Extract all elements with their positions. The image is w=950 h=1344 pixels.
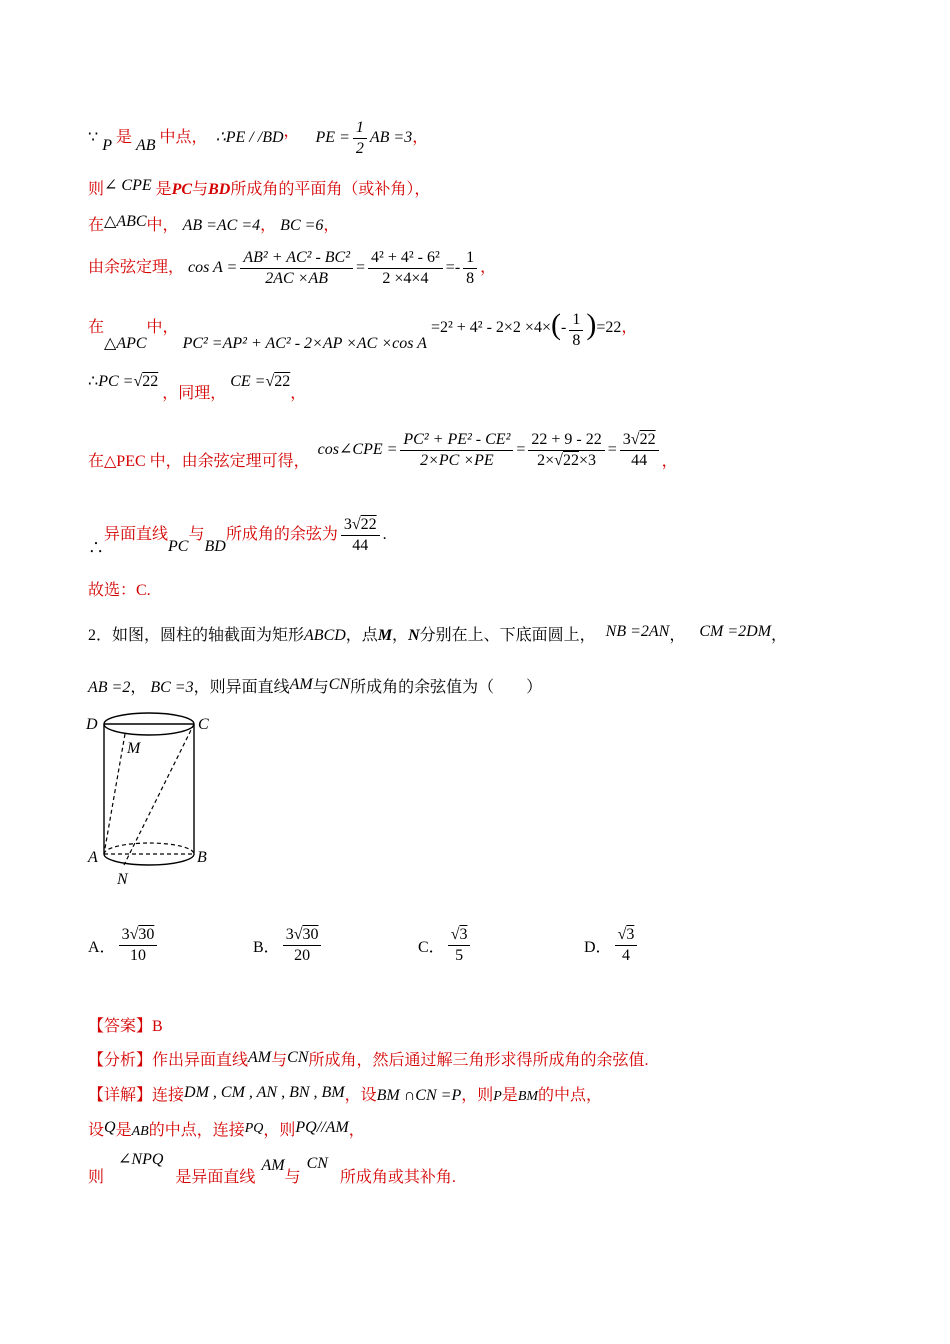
question-number-text: 2．如图，圆柱的轴截面为矩形	[88, 627, 305, 644]
text-skew-lines: 异面直线	[104, 526, 169, 544]
open-paren: (	[550, 308, 561, 341]
answer-fraction	[341, 515, 380, 556]
text-cosine-law: 由余弦定理，	[88, 259, 185, 277]
text-with: 与	[188, 526, 205, 544]
bottom-ellipse-front	[104, 854, 194, 865]
comma: ，	[260, 217, 277, 234]
den: 10	[129, 947, 146, 964]
choice-fraction	[283, 925, 322, 966]
comma: ，	[130, 679, 147, 696]
coef: 3	[622, 431, 631, 448]
choice-label: C．	[418, 939, 445, 956]
text-midpoint: 的中点，	[538, 1087, 603, 1104]
line-end: ，	[771, 627, 788, 644]
num: √3	[615, 925, 638, 946]
eq: =	[516, 441, 526, 459]
seg-cn: CN	[287, 1049, 309, 1066]
line-end: ，	[323, 217, 340, 234]
num: 4² + 4² - 6²	[368, 248, 443, 269]
sqrt-22-b: √22	[265, 373, 291, 390]
line-choose-c	[88, 577, 151, 600]
text-cosine-question: 所成角的余弦值为（ ）	[350, 679, 543, 696]
seg-am: AM	[289, 676, 313, 693]
detail-tag: 【详解】	[88, 1087, 153, 1104]
answer-line	[88, 1013, 163, 1036]
point-p: P	[493, 1089, 502, 1104]
line-cosine-law	[88, 248, 496, 289]
question-2-line-1	[88, 622, 787, 645]
cylinder-figure	[80, 708, 220, 888]
den: 8	[466, 270, 475, 287]
text-is: 是	[501, 1087, 518, 1104]
text-then: 则	[88, 181, 105, 198]
radicand: 22	[274, 373, 291, 390]
eq-neg: =-	[445, 259, 461, 277]
coef: 3	[121, 926, 130, 943]
radicand: 30	[138, 926, 155, 943]
den: 44	[631, 452, 648, 469]
cos-cpe-frac-2	[528, 430, 604, 471]
text-plane-angle: 所成角的平面角（或补角）	[230, 181, 415, 198]
seg-pc: PC	[171, 181, 193, 198]
line-p-midpoint	[88, 118, 428, 159]
den: 44	[352, 537, 369, 554]
radicand: 22	[639, 431, 656, 448]
therefore-symbol: ∴	[88, 373, 99, 390]
triangle-abc: △ABC	[104, 213, 147, 230]
radicand: 30	[302, 926, 319, 943]
den: 4	[621, 947, 630, 964]
num: 3√22	[620, 430, 659, 451]
half-den: 2	[355, 140, 364, 157]
seg-pq: PQ	[244, 1121, 264, 1136]
result-22: =22	[596, 319, 622, 336]
text-choose: 故选：C.	[88, 582, 151, 599]
text-analysis-rest: 所成角，然后通过解三角形求得所成角的余弦值.	[308, 1052, 649, 1069]
point-q: Q	[104, 1119, 116, 1136]
line-conclusion	[88, 515, 387, 556]
text-mid: 中，	[146, 319, 179, 336]
answer-tag: 【答案】	[88, 1018, 153, 1035]
therefore-symbol: ∴	[88, 540, 105, 558]
pc-eq: PC =	[98, 373, 134, 390]
den: 2×PC ×PE	[420, 452, 494, 469]
because-symbol: ∵	[88, 129, 99, 147]
radicand: 3	[626, 926, 635, 943]
choice-fraction	[448, 925, 471, 966]
connected-segments: DM , CM , AN , BN , BM	[184, 1084, 345, 1101]
comma: ，	[191, 129, 208, 147]
line-pc-ce	[88, 368, 307, 402]
ab-ac-eq-4: AB =AC =4	[182, 217, 261, 234]
choice-fraction	[119, 925, 158, 966]
sqrt-22-a: √22	[133, 373, 159, 390]
text-let: ，设	[344, 1087, 377, 1104]
num: 3√30	[119, 925, 158, 946]
choice-label: A．	[88, 939, 116, 956]
close-paren: )	[586, 308, 597, 341]
point-m: M	[377, 627, 393, 644]
line-end: ，	[414, 181, 431, 198]
eq: =	[607, 441, 617, 459]
den: 5	[455, 947, 464, 964]
radicand: 22	[562, 452, 579, 469]
seg-am: AM	[261, 1157, 285, 1174]
segment-am	[104, 734, 125, 854]
text-cosine: 所成角的余弦为	[225, 526, 338, 544]
label-b: B	[197, 849, 207, 866]
text-then: ，则	[263, 1122, 296, 1139]
line-triangle-apc	[88, 308, 638, 355]
detail-line-3	[88, 1151, 456, 1187]
coef: 3	[343, 516, 352, 533]
choice-label: D．	[584, 939, 612, 956]
answer-value: B	[152, 1018, 163, 1035]
pe-parallel-bd: PE / /BD	[225, 129, 284, 147]
den-b: ×3	[578, 452, 596, 469]
bc-eq-3: BC =3	[150, 679, 194, 696]
text-with: 与	[312, 679, 329, 696]
label-c: C	[198, 716, 209, 733]
line-end: ，	[348, 1122, 365, 1139]
cos-cpe-frac-3	[620, 430, 659, 471]
question-2-line-2	[88, 674, 542, 697]
choice-label: B．	[253, 939, 280, 956]
line-angle-cpe	[88, 176, 430, 199]
angle-cpe: ∠ CPE	[104, 177, 152, 194]
text-is: 是	[115, 129, 132, 147]
seg-bd: BD	[204, 538, 226, 556]
seg-bm: BM	[517, 1089, 539, 1104]
label-d: D	[86, 716, 98, 733]
text-let: 设	[88, 1122, 105, 1139]
ab-eq-3: AB =3	[369, 129, 413, 147]
half-num: 1	[353, 118, 367, 139]
num: 22 + 9 - 22	[528, 430, 604, 451]
text-with: 与	[284, 1169, 301, 1186]
text-on-circles: 分别在上、下底面圆上，	[419, 627, 596, 644]
seg-bd: BD	[208, 181, 231, 198]
num: AB² + AC² - BC²	[240, 248, 353, 269]
text-mid: 中点	[159, 129, 192, 147]
bc-eq-6: BC =6	[280, 217, 324, 234]
radicand: 3	[459, 926, 468, 943]
text-then: ，则	[461, 1087, 494, 1104]
text-mid: 中，	[146, 217, 179, 234]
point-p: P	[102, 137, 112, 155]
seg-ab: AB	[135, 137, 156, 155]
den: 20	[294, 947, 311, 964]
text-triangle-pec: 在△PEC 中，由余弦定理可得，	[88, 453, 310, 471]
line-end: ，	[621, 319, 638, 336]
den-a: 2×	[537, 452, 555, 469]
line-end: ，	[661, 453, 678, 471]
pc-squared-value: =2² + 4² - 2×2 ×4×	[430, 319, 551, 336]
line-triangle-abc	[88, 212, 339, 235]
line-cos-cpe	[88, 430, 678, 471]
label-m: M	[127, 740, 141, 757]
line-end: ，	[290, 385, 307, 402]
detail-line-1	[88, 1082, 602, 1105]
den: 2AC ×AB	[265, 270, 329, 287]
pc-squared-expr: PC² =AP² + AC² - 2×AP ×AC ×cos A	[182, 335, 427, 352]
seg-ab: AB	[131, 1124, 149, 1139]
comma2: ，	[283, 123, 300, 141]
seg-cn: CN	[328, 676, 351, 693]
triangle-apc: △APC	[104, 335, 147, 352]
den: 8	[572, 331, 581, 349]
label-n: N	[117, 871, 128, 888]
choice-d[interactable]	[584, 925, 640, 966]
coef: 3	[285, 926, 294, 943]
eq: =	[356, 259, 366, 277]
text-connect: 连接	[152, 1087, 185, 1104]
text-midpoint-connect: 的中点，连接	[148, 1122, 245, 1139]
text-skew-lines: ，则异面直线	[193, 679, 290, 696]
line-end: ，	[412, 129, 429, 147]
text-then: 则	[88, 1169, 105, 1186]
text-is: 是	[155, 181, 172, 198]
text-is: 是	[115, 1122, 132, 1139]
text-in: 在	[88, 319, 105, 336]
num: 3√30	[283, 925, 322, 946]
comma: ，	[669, 627, 686, 644]
label-a: A	[88, 849, 98, 866]
therefore-symbol: ∴	[215, 129, 226, 147]
comma: ，	[392, 627, 409, 644]
therefore-parallel	[216, 129, 284, 146]
point-n: N	[408, 627, 420, 644]
choice-a[interactable]	[88, 925, 160, 966]
half-fraction	[353, 118, 367, 159]
angle-npq: ∠NPQ	[118, 1151, 164, 1168]
minus: -	[560, 319, 567, 336]
cos-fraction-2	[368, 248, 443, 289]
line-end: ，	[480, 259, 497, 277]
ab-eq-2: AB =2	[88, 679, 131, 696]
arc-nb-eq: NB =2AN	[605, 623, 670, 640]
cos-a-eq: cos A =	[188, 259, 238, 277]
choice-b[interactable]	[253, 925, 324, 966]
cos-fraction-1	[240, 248, 353, 289]
rect-abcd: ABCD	[304, 627, 346, 644]
ce-eq: CE =	[230, 373, 266, 390]
seg-am: AM	[248, 1049, 272, 1066]
num: PC² + PE² - CE²	[400, 430, 513, 451]
pe-eq: PE =	[315, 129, 350, 147]
text-with: 与	[271, 1052, 288, 1069]
text-point: ，点	[345, 627, 378, 644]
text-similarly: ，同理，	[162, 385, 227, 402]
bottom-ellipse-back	[104, 843, 194, 854]
neg-eighth	[569, 310, 583, 351]
intersection-p: BM ∩CN =P	[376, 1087, 462, 1104]
num: √3	[448, 925, 471, 946]
text-in: 在	[88, 217, 105, 234]
analysis-line	[88, 1047, 649, 1070]
cos-fraction-3	[463, 248, 477, 289]
seg-pc: PC	[168, 538, 189, 556]
period: .	[382, 526, 387, 544]
choice-fraction	[615, 925, 638, 966]
text-make-angle: 作出异面直线	[152, 1052, 249, 1069]
cos-cpe-frac-1	[400, 430, 513, 471]
choice-c[interactable]	[418, 925, 473, 966]
den: 2 ×4×4	[382, 270, 429, 287]
arc-cm-eq: CM =2DM	[699, 623, 772, 640]
text-skew-lines: 是异面直线	[175, 1169, 256, 1186]
cos-cpe-eq: cos∠CPE =	[317, 441, 398, 459]
text-with: 与	[192, 181, 209, 198]
radicand: 22	[142, 373, 159, 390]
pq-parallel-am: PQ//AM	[295, 1119, 349, 1136]
radicand: 22	[360, 516, 377, 533]
text-angle-or-supplement: 所成角或其补角.	[339, 1169, 456, 1186]
num: 3√22	[341, 515, 380, 536]
detail-line-2	[88, 1117, 365, 1140]
num: 1	[463, 248, 477, 269]
analysis-tag: 【分析】	[88, 1052, 153, 1069]
den: 2×√22×3	[537, 452, 596, 469]
seg-cn: CN	[306, 1155, 328, 1172]
num: 1	[569, 310, 583, 331]
